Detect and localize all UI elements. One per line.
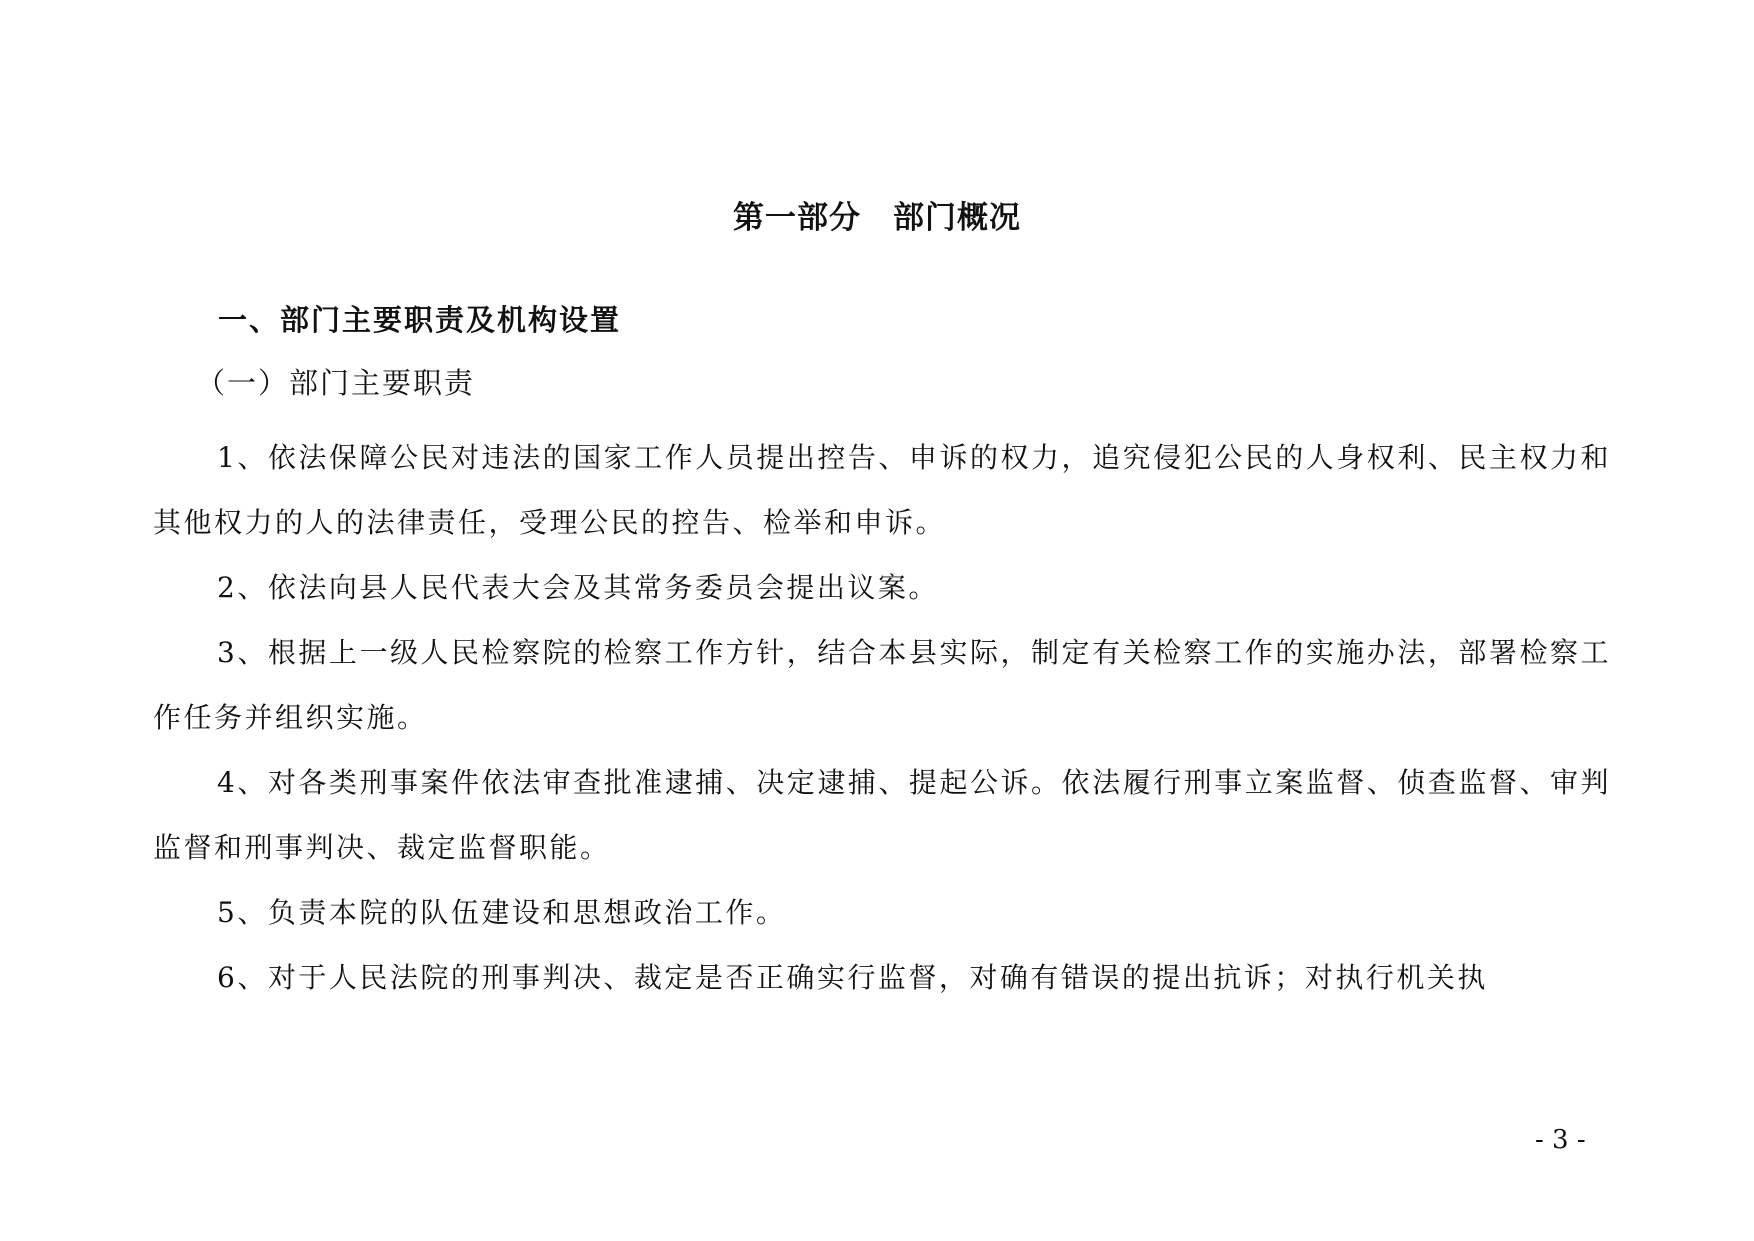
document-body	[153, 425, 1611, 1010]
subsection-heading: （一）部门主要职责	[196, 366, 476, 400]
paragraph-duty-3: 3、根据上一级人民检察院的检察工作方针，结合本县实际，制定有关检察工作的实施办法，部署检察工作任务并组织实施。	[153, 636, 1611, 734]
page-title: 第一部分 部门概况	[733, 200, 1021, 236]
paragraph-duty-5: 5、负责本院的队伍建设和思想政治工作。	[217, 896, 787, 929]
paragraph-duty-2: 2、依法向县人民代表大会及其常务委员会提出议案。	[217, 571, 939, 604]
section-heading: 一、部门主要职责及机构设置	[218, 303, 622, 337]
paragraph-duty-4: 4、对各类刑事案件依法审查批准逮捕、决定逮捕、提起公诉。依法履行刑事立案监督、侦查监督、审判监督和刑事判决、裁定监督职能。	[153, 766, 1611, 864]
page-number: - 3 -	[1535, 1125, 1586, 1155]
paragraph-duty-6: 6、对于人民法院的刑事判决、裁定是否正确实行监督，对确有错误的提出抗诉；对执行机关执	[217, 961, 1488, 994]
paragraph-duty-1: 1、依法保障公民对违法的国家工作人员提出控告、申诉的权力，追究侵犯公民的人身权利、民主权力和其他权力的人的法律责任，受理公民的控告、检举和申诉。	[153, 441, 1611, 539]
